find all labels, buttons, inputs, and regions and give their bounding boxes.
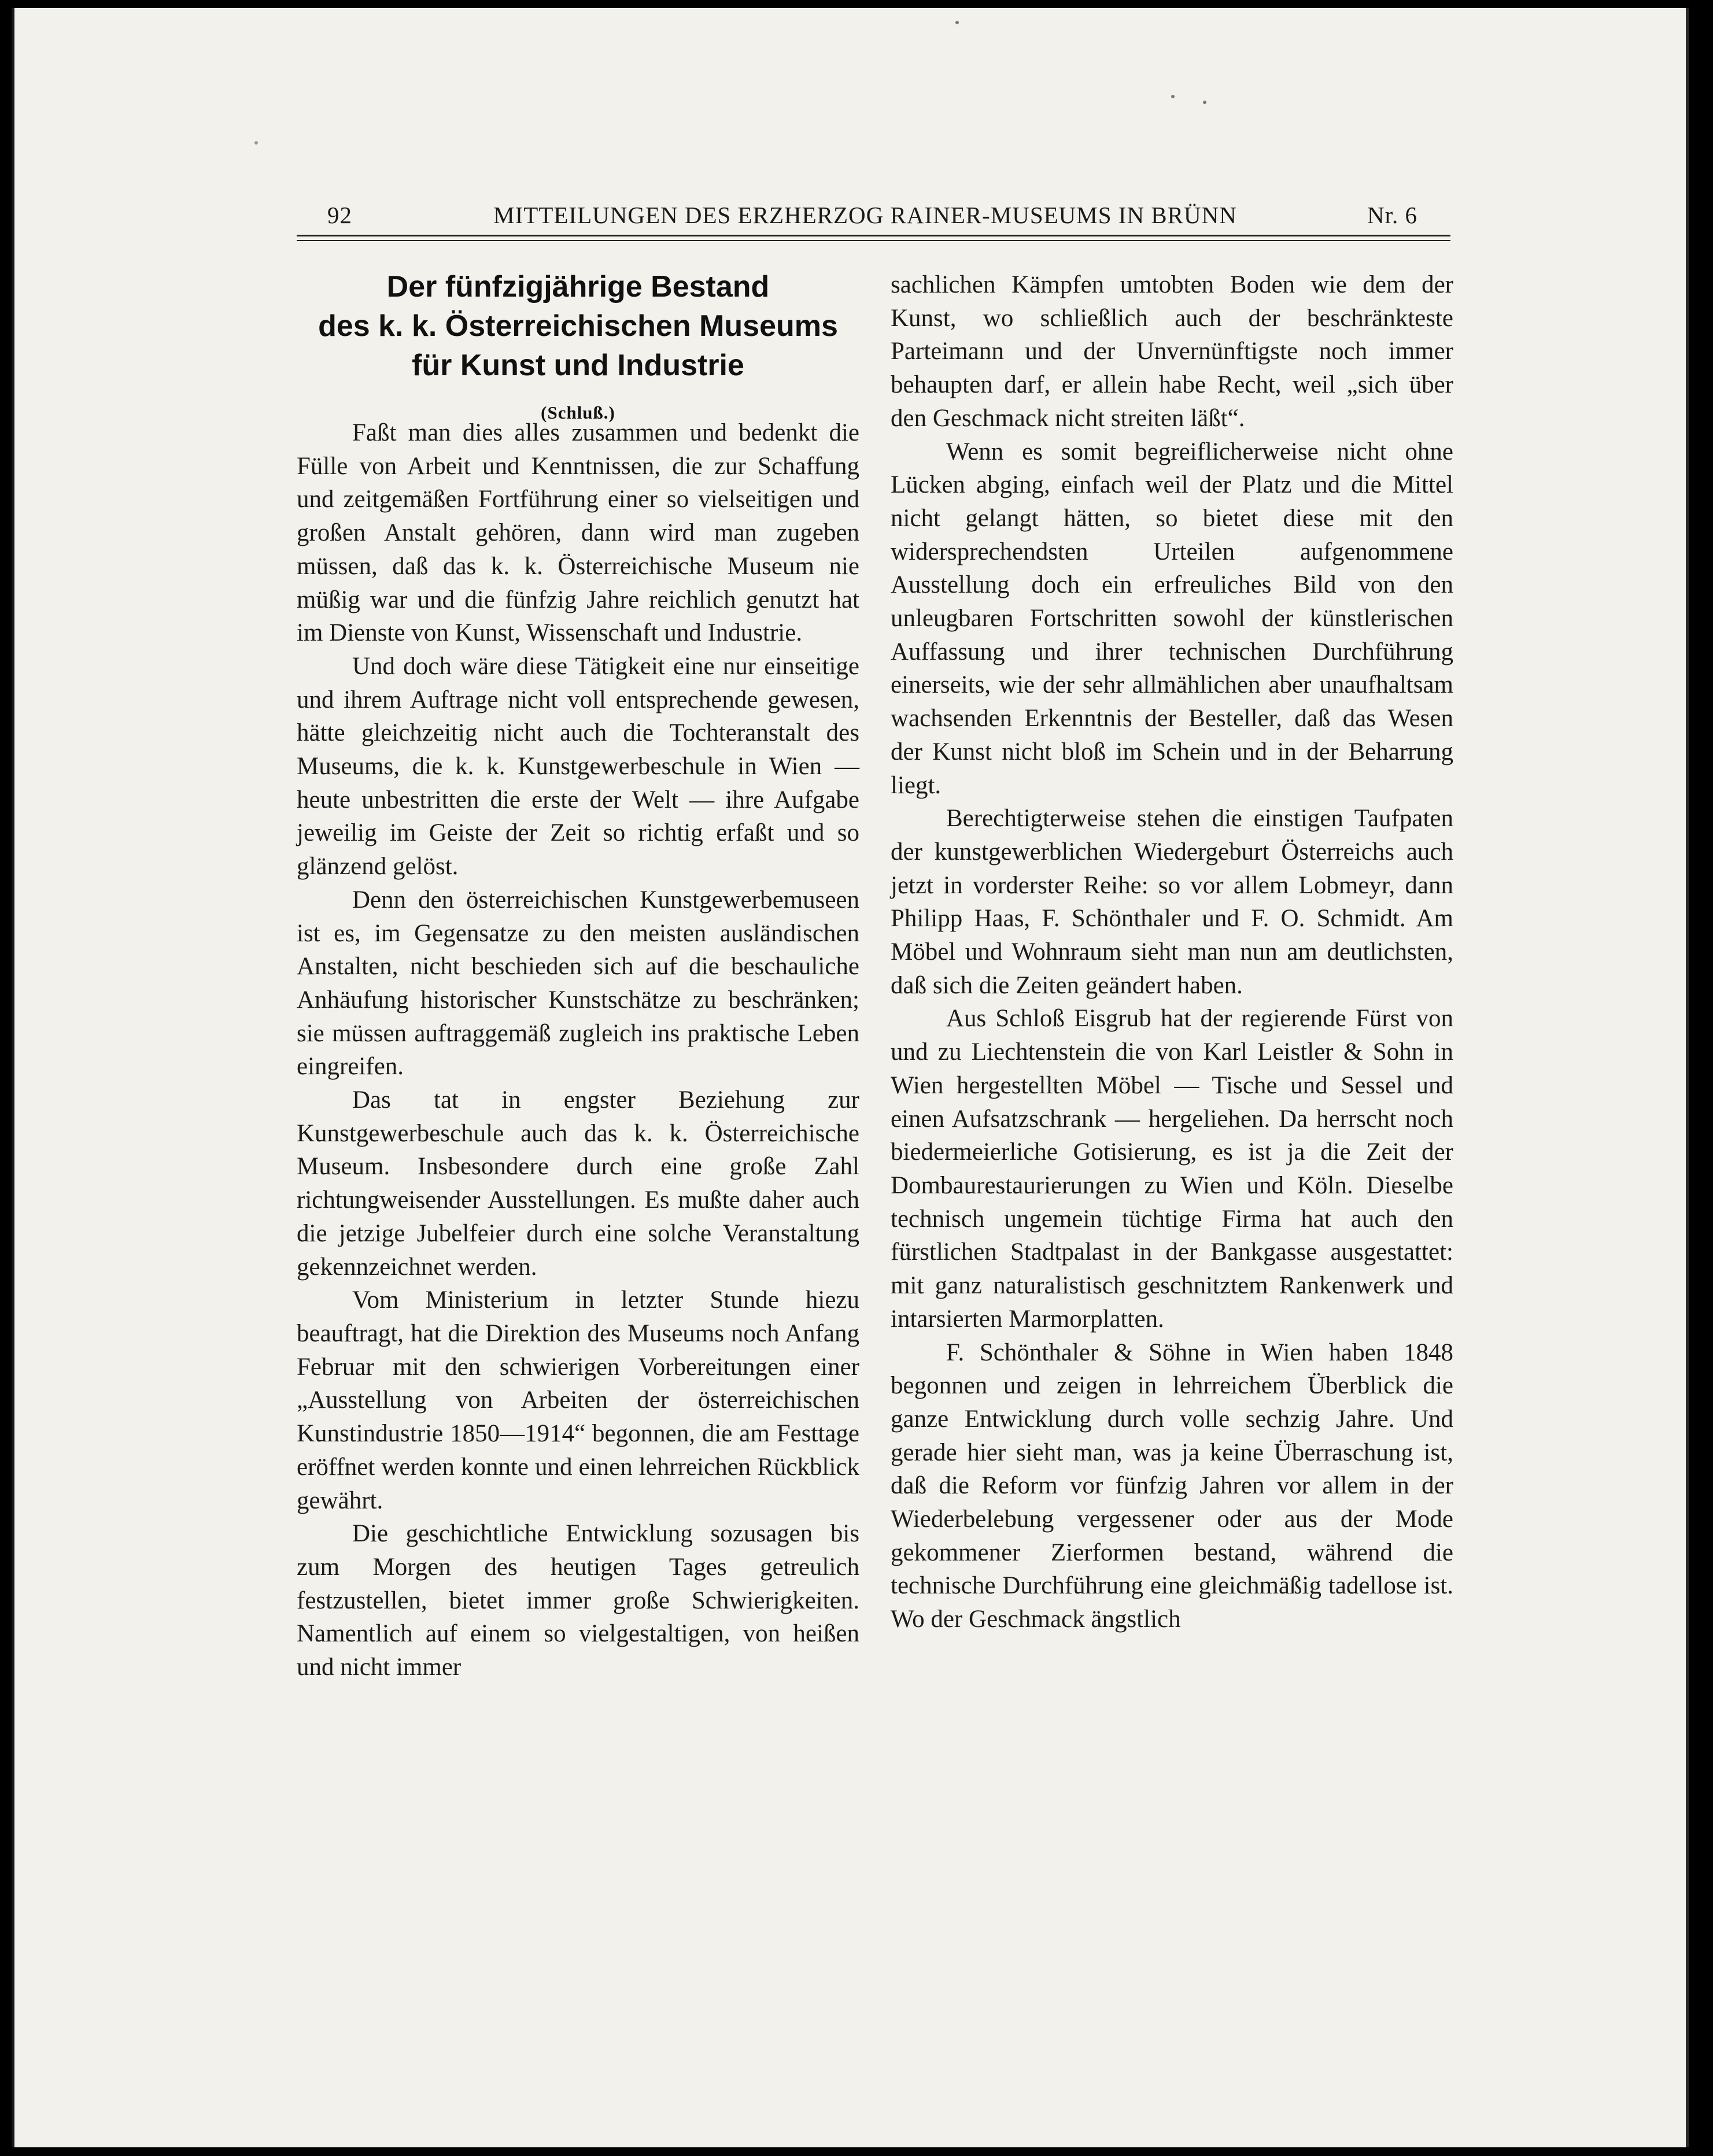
paragraph: Vom Ministerium in letzter Stunde hiezu beauftragt, hat die Direktion des Museums noch Anfang Februar mit den schwierigen Vorbereitungen einer „Ausstellung von Arbeiten der österreichischen Kunstindustrie 1850—1914“ begonnen, die am Festtage eröffnet werden konnte und einen lehrreichen Rückblick gewährt. bbox=[297, 1286, 859, 1514]
paragraph: Denn den österreichischen Kunstgewerbemuseen ist es, im Gegensatze zu den meisten ausländischen Anstalten, nicht beschieden sich auf die beschauliche Anhäufung historischer Kunstschätze zu beschränken; sie müssen auftraggemäß zugleich ins praktische Leben eingreifen. bbox=[297, 886, 859, 1081]
paragraph-continued: sachlichen Kämpfen umtobten Boden wie dem der Kunst, wo schließlich auch der beschränkteste Parteimann und der Unvernünftigste noch immer behaupten darf, er allein habe Recht, weil „sich über den Geschmack nicht streiten läßt“. bbox=[891, 271, 1453, 432]
paragraph: Und doch wäre diese Tätigkeit eine nur einseitige und ihrem Auftrage nicht voll entsprechende gewesen, hätte gleichzeitig nicht auch die Tochteranstalt des Museums, die k. k. Kunstgewerbeschule in Wien — heute unbestritten die erste der Welt — ihre Aufgabe jeweilig im Geiste der Zeit so richtig erfaßt und so glänzend gelöst. bbox=[297, 652, 859, 881]
header-rule-bottom bbox=[297, 240, 1450, 241]
header-rule-top bbox=[297, 235, 1450, 236]
paragraph: F. Schönthaler & Söhne in Wien haben 1848 begonnen und zeigen in lehrreichem Überblick die ganze Entwicklung durch volle sechzig Jahre. Und gerade hier sieht man, was ja keine Überraschung ist, daß die Reform vor fünfzig Jahren vor allem in der Wiederbelebung vergessener oder aus der Mode gekommener Zierformen bestand, während die technische Durchführung eine gleichmäßig tadellose ist. Wo der Geschmack ängstlich bbox=[891, 1338, 1453, 1633]
page-number: 92 bbox=[327, 202, 352, 228]
right-scan-edge bbox=[1686, 8, 1689, 2147]
left-column bbox=[297, 416, 859, 1684]
article-title-line: des k. k. Österreichischen Museums bbox=[318, 309, 838, 343]
article-title-line: für Kunst und Industrie bbox=[412, 349, 744, 382]
paragraph: Faßt man dies alles zusammen und bedenkt die Fülle von Arbeit und Kenntnissen, die zur Schaffung und zeitgemäßen Fortführung einer so vielseitigen und großen Anstalt gehören, dann wird man zugeben müssen, daß das k. k. Österreichische Museum nie müßig war und die fünfzig Jahre reichlich genutzt hat im Dienste von Kunst, Wissenschaft und Industrie. bbox=[297, 419, 859, 647]
issue-number: Nr. 6 bbox=[1367, 202, 1417, 228]
article-heading bbox=[297, 267, 859, 423]
scan-speck bbox=[1203, 101, 1206, 104]
paragraph: Wenn es somit begreiflicherweise nicht ohne Lücken abging, einfach weil der Platz und die Mittel nicht gelangt hätten, so bietet diese mit den widersprechendsten Urteilen aufgenommene Ausstellung doch ein erfreuliches Bild von den unleugbaren Fortschritten sowohl der künstlerischen Auffassung und ihrer technischen Durchführung einerseits, wie der sehr allmählichen aber unaufhaltsam wachsenden Erkenntnis der Besteller, daß das Wesen der Kunst nicht bloß im Schein und in der Beharrung liegt. bbox=[891, 438, 1453, 799]
journal-title: MITTEILUNGEN DES ERZHERZOG RAINER-MUSEUMS IN BRÜNN bbox=[493, 202, 1237, 228]
scan-speck bbox=[1171, 95, 1175, 98]
scan-speck bbox=[955, 21, 959, 24]
scan-speck bbox=[254, 141, 258, 145]
article-title-line: Der fünfzigjährige Bestand bbox=[386, 270, 770, 304]
running-header bbox=[285, 195, 1445, 230]
right-column bbox=[891, 268, 1453, 1636]
left-scan-edge bbox=[12, 8, 14, 2147]
paragraph: Das tat in engster Beziehung zur Kunstgewerbeschule auch das k. k. Österreichische Museum. Insbesondere durch eine große Zahl richtungweisender Ausstellungen. Es mußte daher auch die jetzige Jubelfeier durch eine solche Veranstaltung gekennzeichnet werden. bbox=[297, 1086, 859, 1281]
paragraph: Die geschichtliche Entwicklung sozusagen bis zum Morgen des heutigen Tages getreulich festzustellen, bietet immer große Schwierigkeiten. Namentlich auf einem so vielgestaltigen, von heißen und nicht immer bbox=[297, 1520, 859, 1681]
article-subtitle: (Schluß.) bbox=[541, 402, 615, 423]
paragraph: Berechtigterweise stehen die einstigen Taufpaten der kunstgewerblichen Wiedergeburt Österreichs auch jetzt in vorderster Reihe: so vor allem Lobmeyr, dann Philipp Haas, F. Schönthaler und F. O. Schmidt. Am Möbel und Wohnraum sieht man nun am deutlichsten, daß sich die Zeiten geändert haben. bbox=[891, 805, 1453, 999]
paragraph: Aus Schloß Eisgrub hat der regierende Fürst von und zu Liechtenstein die von Karl Leistler & Sohn in Wien hergestellten Möbel — Tische und Sessel und einen Aufsatzschrank — hergeliehen. Da herrscht noch biedermeierliche Gotisierung, es ist ja die Zeit der Dombaurestaurierungen zu Wien und Köln. Dieselbe technisch ungemein tüchtige Firma hat auch den fürstlichen Stadtpalast in der Bankgasse ausgestattet: mit ganz naturalistisch geschnitztem Rankenwerk und intarsierten Marmorplatten. bbox=[891, 1005, 1453, 1333]
